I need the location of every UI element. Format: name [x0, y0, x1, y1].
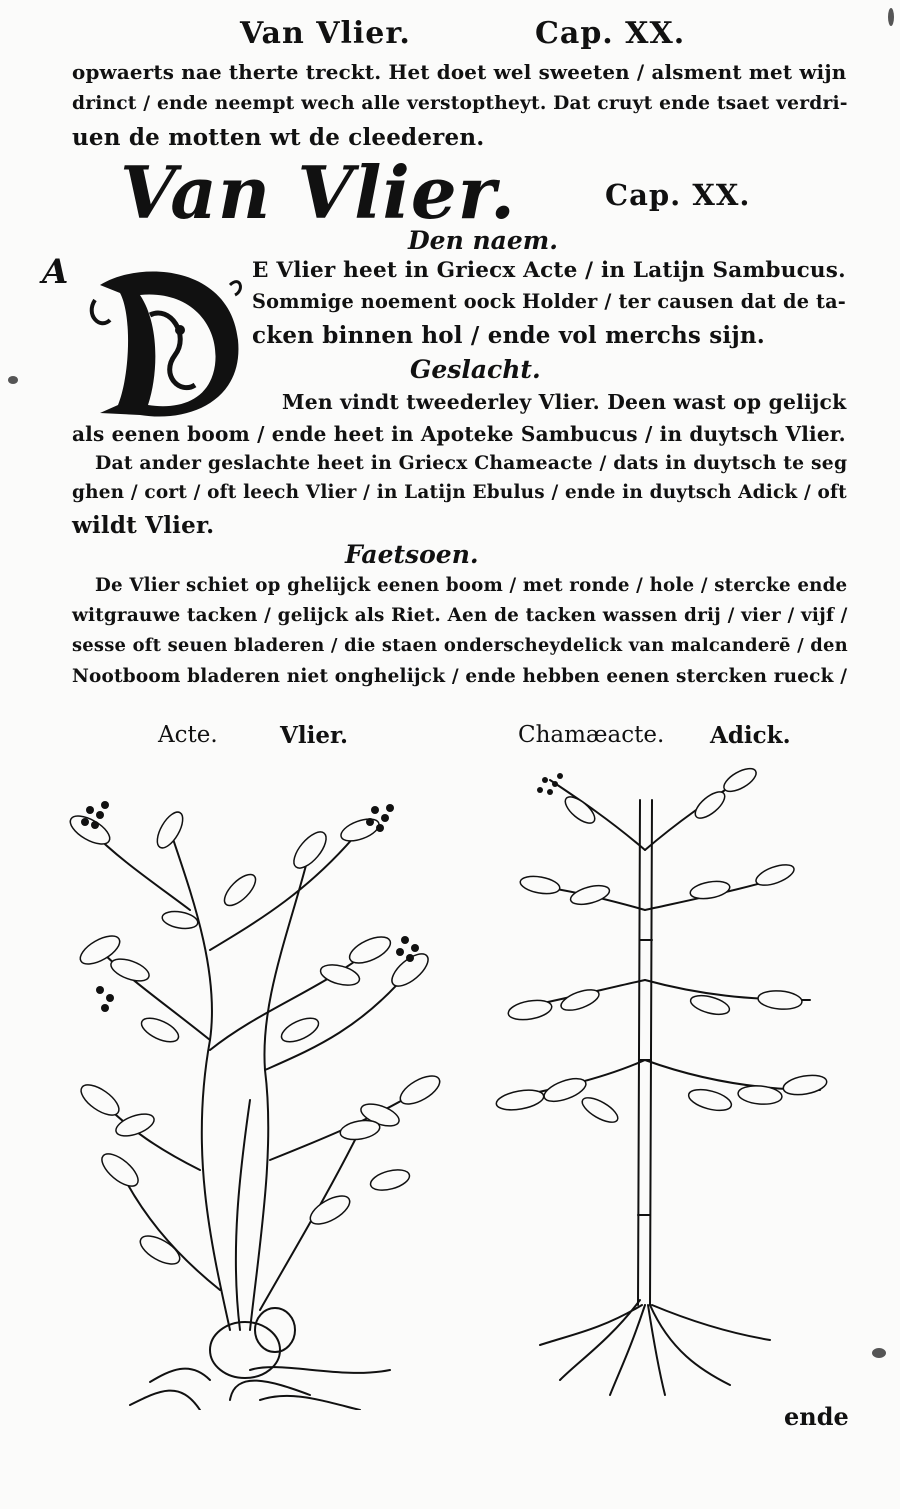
right-figure-caption-greek: Chamæacte. [518, 722, 665, 748]
chapter-number: Cap. XX. [605, 178, 751, 212]
body-line: uen de motten wt de cleederen. [72, 124, 485, 151]
scan-speck [888, 8, 894, 26]
margin-marker: A [42, 252, 69, 292]
section-heading-geslacht: Geslacht. [410, 355, 541, 384]
body-line: opwaerts nae therte treckt. Het doet wel sweeten / alsment met wijn [72, 60, 847, 84]
body-line: ghen / cort / oft leech Vlier / in Latijn Ebulus / ende in duytsch Adick / oft [72, 482, 847, 503]
right-figure-caption-dutch: Adick. [710, 722, 791, 749]
elder-tree-illustration [60, 770, 450, 1410]
body-line: sesse oft seuen bladeren / die staen onderscheydelick van malcanderē / den [72, 635, 848, 656]
body-line: drinct / ende neempt wech alle verstoptheyt. Dat cruyt ende tsaet verdri- [72, 92, 848, 114]
body-line: als eenen boom / ende heet in Apoteke Sambucus / in duytsch Vlier. [72, 422, 846, 446]
body-line: wildt Vlier. [72, 512, 215, 539]
section-heading-faetsoen: Faetsoen. [345, 540, 479, 569]
running-title: Van Vlier. [240, 16, 411, 51]
section-heading-naem: Den naem. [408, 226, 558, 255]
left-figure-caption-dutch: Vlier. [280, 722, 348, 749]
body-line: Nootboom bladeren niet onghelijck / ende hebben eenen stercken rueck / [72, 666, 848, 687]
body-line: E Vlier heet in Griecx Acte / in Latijn Sambucus. [252, 258, 846, 283]
scan-speck [872, 1348, 886, 1358]
dwarf-elder-illustration [480, 760, 840, 1400]
scan-speck [8, 376, 18, 384]
left-figure-caption-greek: Acte. [158, 722, 218, 748]
body-line: Men vindt tweederley Vlier. Deen wast op gelijck [282, 390, 847, 414]
decorated-initial-d-icon [80, 255, 245, 425]
body-line: Sommige noement oock Holder / ter causen dat de ta- [252, 290, 846, 313]
body-line: cken binnen hol / ende vol merchs sijn. [252, 322, 765, 349]
body-line: De Vlier schiet op ghelijck eenen boom / met ronde / hole / stercke ende [95, 575, 848, 596]
body-line: witgrauwe tacken / gelijck als Riet. Aen de tacken wassen drij / vier / vijf / [72, 605, 848, 626]
body-line: Dat ander geslachte heet in Griecx Chameacte / dats in duytsch te seg [95, 452, 848, 474]
chapter-title: Van Vlier. [120, 150, 517, 235]
running-chapter: Cap. XX. [535, 16, 686, 51]
catchword: ende [784, 1402, 849, 1431]
